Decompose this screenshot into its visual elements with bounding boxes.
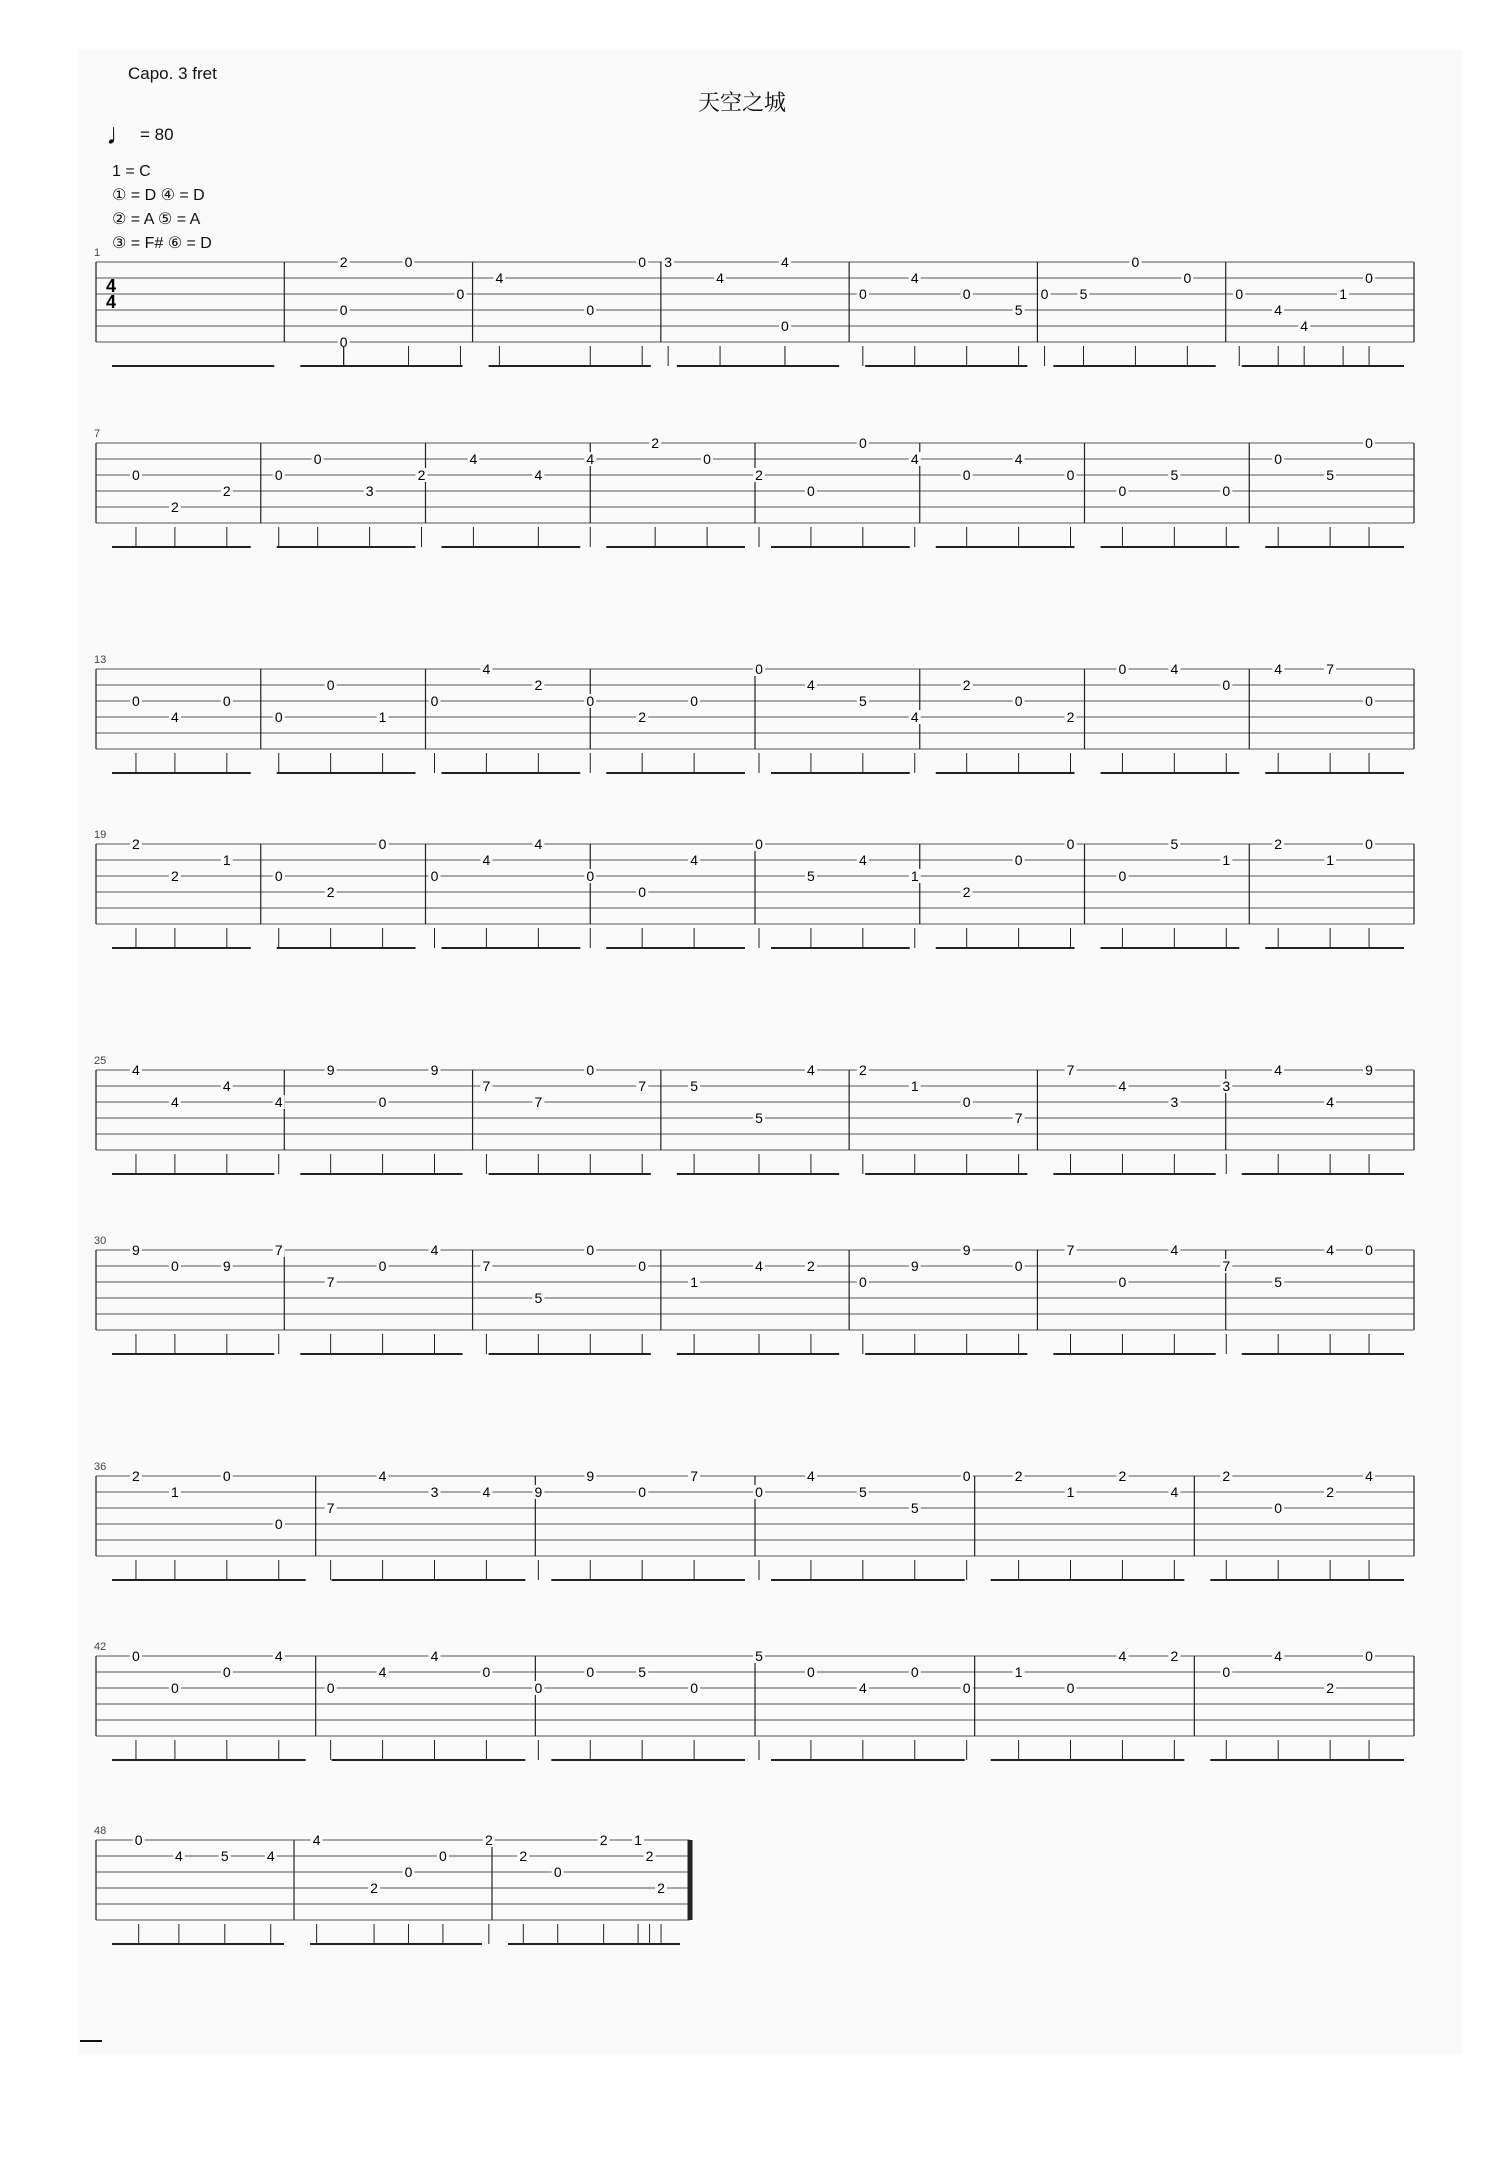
fret-number: 4	[430, 1648, 439, 1664]
fret-number: 5	[755, 1110, 763, 1126]
fret-number: 0	[1365, 1242, 1373, 1258]
fret-number: 2	[222, 483, 231, 499]
fret-number: 9	[910, 1258, 919, 1274]
fret-number: 5	[220, 1848, 229, 1864]
fret-number: 0	[962, 286, 971, 302]
fret-number: 0	[222, 1664, 231, 1680]
fret-number: 4	[378, 1664, 387, 1680]
fret-number: 7	[326, 1274, 335, 1290]
tuning-line-3: ③ = F# ⑥ = D	[112, 235, 212, 252]
fret-number: 0	[1118, 1274, 1127, 1290]
fret-number: 0	[690, 1680, 698, 1696]
fret-number: 2	[599, 1832, 608, 1848]
fret-number: 7	[482, 1078, 491, 1094]
fret-number: 1	[378, 709, 387, 725]
fret-number: 7	[1326, 661, 1335, 677]
tuning-line-1: ① = D ④ = D	[112, 187, 205, 204]
fret-number: 4	[1118, 1648, 1127, 1664]
fret-number: 0	[1274, 1500, 1283, 1516]
fret-number: 2	[339, 254, 348, 270]
fret-number: 9	[222, 1258, 231, 1274]
fret-number: 2	[1326, 1680, 1335, 1696]
fret-number: 5	[1274, 1274, 1283, 1290]
fret-number: 5	[638, 1664, 647, 1680]
fret-number: 4	[174, 1848, 183, 1864]
fret-number: 0	[132, 467, 140, 483]
fret-number: 0	[1131, 254, 1140, 270]
fret-number: 4	[132, 1062, 140, 1078]
fret-number: 5	[534, 1290, 543, 1306]
fret-number: 2	[962, 677, 971, 693]
fret-number: 0	[378, 836, 387, 852]
fret-number: 0	[586, 868, 595, 884]
fret-number: 4	[378, 1468, 387, 1484]
fret-number: 1	[222, 852, 231, 868]
fret-number: 0	[690, 693, 698, 709]
fret-number: 2	[657, 1880, 665, 1896]
fret-number: 9	[326, 1062, 335, 1078]
fret-number: 0	[755, 836, 763, 852]
measure-number: 48	[94, 1825, 107, 1837]
fret-number: 9	[132, 1242, 140, 1258]
fret-number: 0	[962, 1468, 971, 1484]
fret-number: 4	[266, 1848, 275, 1864]
fret-number: 4	[1170, 1242, 1179, 1258]
fret-number: 2	[1326, 1484, 1335, 1500]
fret-number: 5	[1014, 302, 1023, 318]
fret-number: 0	[781, 318, 789, 334]
fret-number: 2	[1066, 709, 1075, 725]
fret-number: 0	[962, 1094, 971, 1110]
fret-number: 0	[858, 435, 867, 451]
fret-number: 3	[430, 1484, 439, 1500]
fret-number: 0	[274, 1516, 283, 1532]
fret-number: 4	[1014, 451, 1023, 467]
fret-number: 4	[222, 1078, 231, 1094]
fret-number: 4	[586, 451, 595, 467]
time-signature-top: 4	[106, 276, 117, 296]
fret-number: 0	[807, 483, 815, 499]
fret-number: 0	[586, 1062, 595, 1078]
fret-number: 4	[495, 270, 504, 286]
fret-number: 2	[1014, 1468, 1023, 1484]
fret-number: 0	[586, 693, 595, 709]
fret-number: 4	[534, 467, 543, 483]
fret-number: 2	[171, 868, 179, 884]
fret-number: 0	[456, 286, 465, 302]
fret-number: 4	[171, 709, 179, 725]
fret-number: 5	[755, 1648, 763, 1664]
fret-number: 1	[634, 1832, 642, 1848]
fret-number: 0	[274, 467, 283, 483]
fret-number: 5	[1079, 286, 1088, 302]
fret-number: 2	[484, 1832, 493, 1848]
fret-number: 4	[1274, 661, 1283, 677]
fret-number: 0	[586, 1664, 595, 1680]
fret-number: 0	[171, 1258, 179, 1274]
fret-number: 0	[534, 1680, 543, 1696]
fret-number: 0	[858, 1274, 867, 1290]
fret-number: 4	[1274, 1062, 1283, 1078]
fret-number: 0	[962, 467, 971, 483]
fret-number: 3	[1222, 1078, 1231, 1094]
fret-number: 0	[134, 1832, 143, 1848]
fret-number: 2	[962, 884, 971, 900]
fret-number: 0	[378, 1258, 387, 1274]
fret-number: 0	[1365, 435, 1373, 451]
fret-number: 0	[962, 1680, 971, 1696]
fret-number: 0	[1235, 286, 1244, 302]
fret-number: 4	[171, 1094, 179, 1110]
fret-number: 0	[274, 709, 283, 725]
fret-number: 0	[1118, 868, 1127, 884]
fret-number: 0	[1118, 483, 1127, 499]
fret-number: 4	[1300, 318, 1309, 334]
fret-number: 0	[910, 1664, 919, 1680]
fret-number: 4	[910, 270, 919, 286]
fret-number: 0	[1066, 467, 1075, 483]
tempo-value: = 80	[140, 125, 174, 144]
fret-number: 0	[1040, 286, 1049, 302]
fret-number: 4	[807, 1468, 815, 1484]
fret-number: 4	[807, 677, 815, 693]
fret-number: 4	[482, 661, 491, 677]
fret-number: 4	[482, 1484, 491, 1500]
fret-number: 0	[222, 693, 231, 709]
fret-number: 0	[1014, 693, 1023, 709]
fret-number: 7	[1066, 1062, 1075, 1078]
fret-number: 7	[638, 1078, 647, 1094]
fret-number: 2	[132, 836, 140, 852]
fret-number: 1	[1326, 852, 1335, 868]
measure-number: 13	[94, 654, 107, 666]
fret-number: 4	[1170, 661, 1179, 677]
fret-number: 2	[417, 467, 426, 483]
fret-number: 7	[274, 1242, 283, 1258]
fret-number: 0	[638, 1258, 647, 1274]
fret-number: 0	[586, 302, 595, 318]
key-line: 1 = C	[112, 163, 151, 180]
fret-number: 4	[1274, 1648, 1283, 1664]
fret-number: 0	[430, 693, 439, 709]
fret-number: 4	[1326, 1094, 1335, 1110]
fret-number: 0	[1066, 1680, 1075, 1696]
fret-number: 4	[781, 254, 789, 270]
fret-number: 4	[312, 1832, 321, 1848]
measure-number: 30	[94, 1235, 107, 1247]
fret-number: 4	[1170, 1484, 1179, 1500]
fret-number: 0	[339, 302, 348, 318]
fret-number: 2	[1274, 836, 1283, 852]
fret-number: 4	[910, 451, 919, 467]
fret-number: 7	[326, 1500, 335, 1516]
fret-number: 0	[404, 254, 413, 270]
fret-number: 9	[586, 1468, 595, 1484]
fret-number: 4	[274, 1094, 283, 1110]
capo-text: Capo. 3 fret	[128, 64, 217, 83]
fret-number: 0	[1365, 270, 1373, 286]
fret-number: 4	[910, 709, 919, 725]
fret-number: 0	[326, 1680, 335, 1696]
fret-number: 0	[326, 677, 335, 693]
fret-number: 5	[1326, 467, 1335, 483]
fret-number: 0	[171, 1680, 179, 1696]
fret-number: 7	[482, 1258, 491, 1274]
fret-number: 4	[716, 270, 724, 286]
fret-number: 2	[755, 467, 763, 483]
fret-number: 4	[274, 1648, 283, 1664]
fret-number: 2	[645, 1848, 654, 1864]
fret-number: 0	[1183, 270, 1192, 286]
fret-number: 0	[755, 1484, 763, 1500]
fret-number: 4	[1274, 302, 1283, 318]
fret-number: 0	[703, 451, 711, 467]
fret-number: 0	[1222, 677, 1231, 693]
fret-number: 4	[1365, 1468, 1373, 1484]
measure-number: 42	[94, 1641, 107, 1653]
fret-number: 9	[430, 1062, 439, 1078]
fret-number: 4	[755, 1258, 763, 1274]
fret-number: 4	[469, 451, 478, 467]
fret-number: 1	[1222, 852, 1231, 868]
fret-number: 0	[430, 868, 439, 884]
fret-number: 2	[171, 499, 179, 515]
fret-number: 0	[553, 1864, 562, 1880]
tab-system	[94, 1461, 1414, 1580]
time-signature-bottom: 4	[106, 292, 117, 312]
fret-number: 0	[132, 693, 140, 709]
fret-number: 0	[439, 1848, 447, 1864]
fret-number: 2	[807, 1258, 815, 1274]
fret-number: 4	[482, 852, 491, 868]
fret-number: 5	[858, 1484, 867, 1500]
tab-system	[94, 1235, 1414, 1354]
fret-number: 7	[1014, 1110, 1023, 1126]
fret-number: 1	[690, 1274, 698, 1290]
fret-number: 2	[534, 677, 543, 693]
fret-number: 0	[1222, 1664, 1231, 1680]
fret-number: 2	[638, 709, 647, 725]
fret-number: 4	[534, 836, 543, 852]
tab-system	[94, 428, 1414, 547]
fret-number: 4	[1118, 1078, 1127, 1094]
fret-number: 0	[1365, 1648, 1373, 1664]
quarter-note-icon: ♩	[106, 118, 136, 151]
fret-number: 0	[482, 1664, 491, 1680]
fret-number: 7	[690, 1468, 698, 1484]
fret-number: 4	[430, 1242, 439, 1258]
fret-number: 0	[132, 1648, 140, 1664]
page-mark	[80, 2040, 102, 2042]
fret-number: 3	[664, 254, 673, 270]
fret-number: 5	[807, 868, 815, 884]
tab-system	[94, 829, 1414, 948]
fret-number: 2	[651, 435, 660, 451]
fret-number: 7	[534, 1094, 543, 1110]
tab-system	[94, 247, 1414, 366]
fret-number: 3	[365, 483, 374, 499]
measure-number: 19	[94, 829, 107, 841]
fret-number: 2	[858, 1062, 867, 1078]
fret-number: 2	[519, 1848, 528, 1864]
fret-number: 1	[1339, 286, 1347, 302]
fret-number: 4	[807, 1062, 815, 1078]
fret-number: 2	[1118, 1468, 1127, 1484]
fret-number: 9	[1365, 1062, 1373, 1078]
fret-number: 0	[755, 661, 763, 677]
fret-number: 5	[858, 693, 867, 709]
fret-number: 1	[910, 868, 919, 884]
fret-number: 3	[1170, 1094, 1179, 1110]
fret-number: 1	[171, 1484, 179, 1500]
fret-number: 0	[1222, 483, 1231, 499]
fret-number: 2	[1170, 1648, 1179, 1664]
fret-number: 4	[858, 852, 867, 868]
fret-number: 5	[1170, 836, 1179, 852]
fret-number: 0	[222, 1468, 231, 1484]
measure-number: 25	[94, 1055, 107, 1067]
fret-number: 5	[690, 1078, 698, 1094]
fret-number: 2	[370, 1880, 378, 1896]
fret-number: 0	[1365, 836, 1373, 852]
fret-number: 4	[690, 852, 698, 868]
tuning-line-2: ② = A ⑤ = A	[112, 211, 201, 228]
fret-number: 0	[807, 1664, 815, 1680]
fret-number: 5	[910, 1500, 919, 1516]
fret-number: 0	[858, 286, 867, 302]
tab-system	[94, 1825, 690, 1944]
fret-number: 2	[1222, 1468, 1231, 1484]
fret-number: 0	[339, 334, 348, 350]
fret-number: 9	[962, 1242, 971, 1258]
fret-number: 1	[1014, 1664, 1023, 1680]
tab-system	[94, 654, 1414, 773]
measure-number: 7	[94, 428, 101, 440]
fret-number: 4	[858, 1680, 867, 1696]
fret-number: 1	[910, 1078, 919, 1094]
measure-number: 1	[94, 247, 101, 259]
fret-number: 7	[1222, 1258, 1231, 1274]
fret-number: 9	[534, 1484, 543, 1500]
fret-number: 0	[313, 451, 322, 467]
fret-number: 2	[326, 884, 335, 900]
fret-number: 2	[132, 1468, 140, 1484]
fret-number: 0	[1365, 693, 1373, 709]
fret-number: 0	[638, 884, 647, 900]
fret-number: 0	[1118, 661, 1127, 677]
fret-number: 5	[1170, 467, 1179, 483]
fret-number: 0	[274, 868, 283, 884]
fret-number: 0	[1014, 852, 1023, 868]
fret-number: 0	[1274, 451, 1283, 467]
score-title: 天空之城	[698, 90, 787, 115]
fret-number: 0	[638, 254, 647, 270]
fret-number: 0	[1066, 836, 1075, 852]
fret-number: 4	[1326, 1242, 1335, 1258]
fret-number: 7	[1066, 1242, 1075, 1258]
fret-number: 0	[586, 1242, 595, 1258]
fret-number: 1	[1066, 1484, 1075, 1500]
measure-number: 36	[94, 1461, 107, 1473]
fret-number: 0	[378, 1094, 387, 1110]
tab-system	[94, 1641, 1414, 1760]
fret-number: 0	[638, 1484, 647, 1500]
tab-system	[94, 1055, 1414, 1174]
fret-number: 0	[1014, 1258, 1023, 1274]
fret-number: 0	[404, 1864, 413, 1880]
